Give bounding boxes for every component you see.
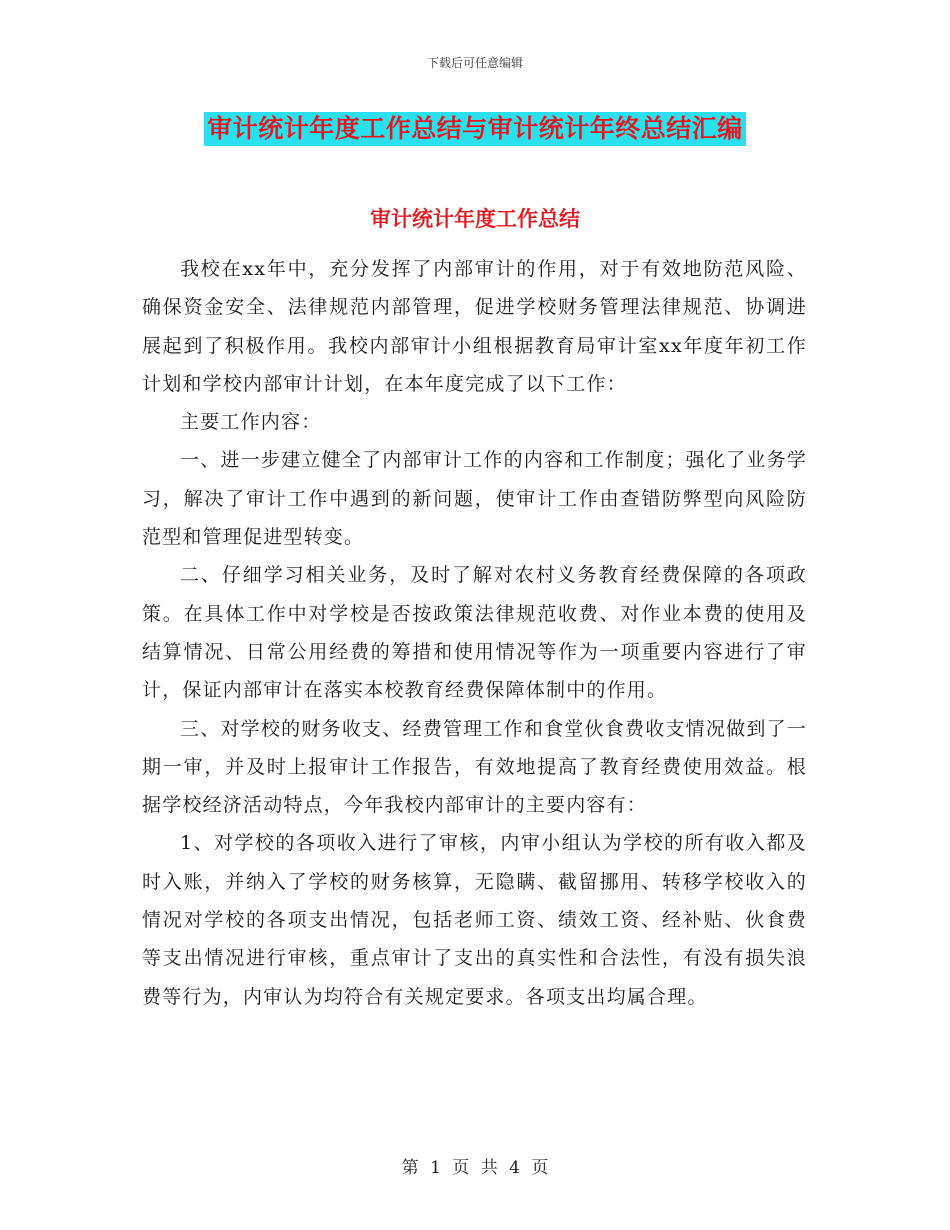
main-title: 审计统计年度工作总结与审计统计年终总结汇编 [204, 112, 746, 146]
paragraph-item-one: 一、进一步建立健全了内部审计工作的内容和工作制度；强化了业务学习，解决了审计工作中遇到的新问题，使审计工作由查错防弊型向风险防范型和管理促进型转变。 [142, 449, 807, 549]
paragraph-item-three: 三、对学校的财务收支、经费管理工作和食堂伙食费收支情况做到了一期一审，并及时上报审计工作报告，有效地提高了教育经费使用效益。根据学校经济活动特点，今年我校内部审计的主要内容有： [142, 717, 807, 817]
document-body [142, 250, 807, 1016]
paragraph-intro: 我校在xx年中，充分发挥了内部审计的作用，对于有效地防范风险、确保资金安全、法律规范内部管理，促进学校财务管理法律规范、协调进展起到了积极作用。我校内部审计小组根据教育局审计室xx年度年初工作计划和学校内部审计计划，在本年度完成了以下工作： [142, 258, 807, 395]
main-title-container [0, 112, 950, 146]
header-note: 下载后可任意编辑 [426, 56, 523, 70]
paragraph-sub-item-one: 1、对学校的各项收入进行了审核，内审小组认为学校的所有收入都及时入账，并纳入了学校的财务核算，无隐瞒、截留挪用、转移学校收入的情况对学校的各项支出情况，包括老师工资、绩效工资、经补贴、伙食费等支出情况进行审核，重点审计了支出的真实性和合法性，有没有损失浪费等行为，内审认为均符合有关规定要求。各项支出均属合理。 [142, 832, 807, 1008]
paragraph-main-content-heading: 主要工作内容： [180, 411, 322, 434]
section-title: 审计统计年度工作总结 [370, 207, 580, 231]
page-number-footer: 第 1 页 共 4 页 [401, 1158, 549, 1178]
paragraph-item-two: 二、仔细学习相关业务，及时了解对农村义务教育经费保障的各项政策。在具体工作中对学校是否按政策法律规范收费、对作业本费的使用及结算情况、日常公用经费的筹措和使用情况等作为一项重要内容进行了审计，保证内部审计在落实本校教育经费保障体制中的作用。 [142, 564, 807, 702]
